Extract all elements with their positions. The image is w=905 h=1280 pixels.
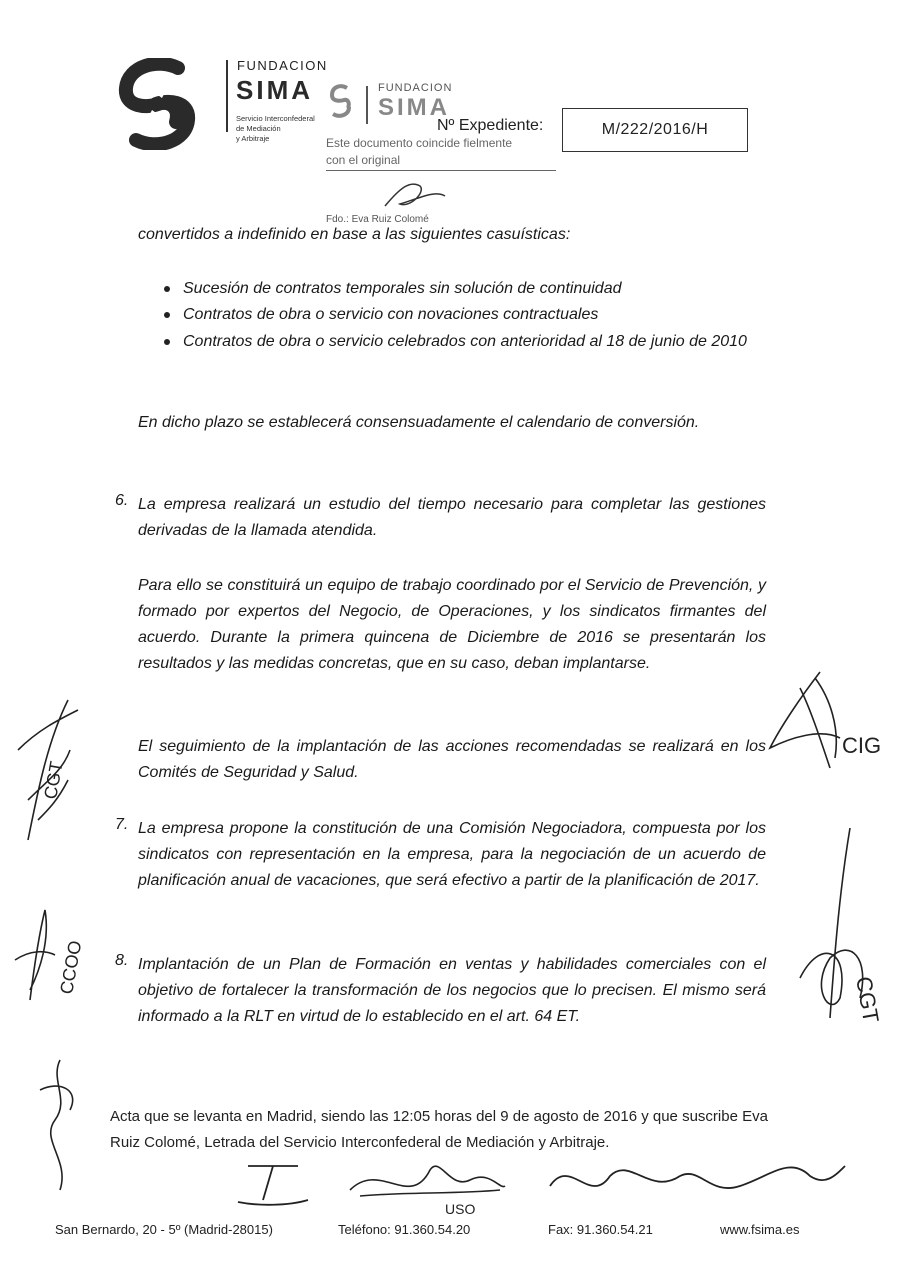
- intro-text: convertidos a indefinido en base a las siguientes casuísticas:: [138, 226, 571, 243]
- header-divider: [226, 60, 228, 132]
- item-6-detail: Para ello se constituirá un equipo de trabajo coordinado por el Servicio de Prevención, y formado por expertos del Negocio, de Operaciones, y los sindicatos firmantes del acuerdo. Durante la primera quincena de Diciembre de 2016 se presentarán los resultados y las medidas concretas, que en su caso, deban implantarse.: [138, 577, 766, 672]
- item-number: 8.: [115, 952, 129, 969]
- stamp-rule: [326, 170, 556, 171]
- expediente-label: Nº Expediente:: [437, 117, 544, 134]
- signature-letrada-icon: [228, 1160, 318, 1210]
- bullet-dot: [164, 286, 170, 292]
- item-7-text: La empresa propone la constitución de una Comisión Negociadora, compuesta por los sindicatos con representación en la empresa, para la negociación de un acuerdo de planificación anual de vacaciones, que será efectivo a partir de la planificación de 2017.: [138, 820, 766, 889]
- stamp-org-brand: SIMA: [378, 94, 450, 121]
- stamp-divider: [366, 86, 368, 124]
- signature-right-lower-icon: [790, 828, 890, 1028]
- stamp-certification-line: Este documento coincide fielmente: [326, 136, 513, 150]
- stamp-signature-icon: [380, 178, 450, 214]
- item-6-followup: El seguimiento de la implantación de las acciones recomendadas se realizará en los Comités de Seguridad y Salud.: [138, 738, 766, 781]
- expediente-value: M/222/2016/H: [562, 108, 748, 152]
- bullet-dot: [164, 339, 170, 345]
- org-brand: SIMA: [236, 75, 313, 105]
- signature-company-icon: [540, 1146, 850, 1216]
- footer-phone: Teléfono: 91.360.54.20: [338, 1222, 471, 1237]
- stamp-certification-line-2: con el original: [326, 153, 401, 167]
- bullet-item: Contratos de obra o servicio celebrados con anterioridad al 18 de junio de 2010: [183, 333, 747, 350]
- svg-text:USO: USO: [445, 1201, 476, 1217]
- stamp-signer: Fdo.: Eva Ruiz Colomé: [326, 214, 429, 225]
- stamp-org-name: FUNDACION: [378, 82, 453, 94]
- footer-fax: Fax: 91.360.54.21: [548, 1222, 653, 1237]
- signature-left-mid-icon: [10, 900, 90, 1010]
- item-number: 6.: [115, 492, 129, 509]
- svg-text:CIG: CIG: [842, 733, 882, 758]
- acta-closing: Acta que se levanta en Madrid, siendo las 12:05 horas del 9 de agosto de 2016 y que suscribe Eva Ruiz Colomé, Letrada del Servicio Interconfederal de Mediación y Arbitraje.: [110, 1108, 768, 1151]
- sima-logo-icon: [118, 58, 196, 150]
- svg-text:CGT: CGT: [40, 759, 67, 801]
- bullet-dot: [164, 312, 170, 318]
- signature-right-upper-icon: [760, 668, 890, 778]
- stamp-logo-icon: [328, 84, 352, 118]
- plazo-paragraph: En dicho plazo se establecerá consensuadamente el calendario de conversión.: [138, 414, 700, 431]
- footer-address: San Bernardo, 20 - 5º (Madrid-28015): [55, 1222, 273, 1237]
- svg-text:CCOO: CCOO: [56, 939, 86, 996]
- svg-text:CGT: CGT: [851, 974, 884, 1025]
- item-8-text: Implantación de un Plan de Formación en ventas y habilidades comerciales con el objetivo de fortalecer la transformación de los negocios que lo precisen. El mismo será informado a la RLT en virtud de lo establecido en el art. 64 ET.: [138, 956, 766, 1025]
- org-name: FUNDACION: [237, 58, 328, 73]
- bullet-item: Contratos de obra o servicio con novaciones contractuales: [183, 306, 599, 323]
- signature-uso-icon: [340, 1150, 510, 1220]
- signature-left-lower-icon: [30, 1050, 100, 1200]
- footer-web: www.fsima.es: [720, 1222, 800, 1237]
- signature-left-upper-icon: [8, 690, 98, 850]
- bullet-item: Sucesión de contratos temporales sin solución de continuidad: [183, 280, 622, 297]
- item-6-text: La empresa realizará un estudio del tiempo necesario para completar las gestiones derivadas de la llamada atendida.: [138, 496, 766, 539]
- item-number: 7.: [115, 816, 129, 833]
- org-subtitle: Servicio Interconfederal de Mediación y Arbitraje: [236, 114, 315, 143]
